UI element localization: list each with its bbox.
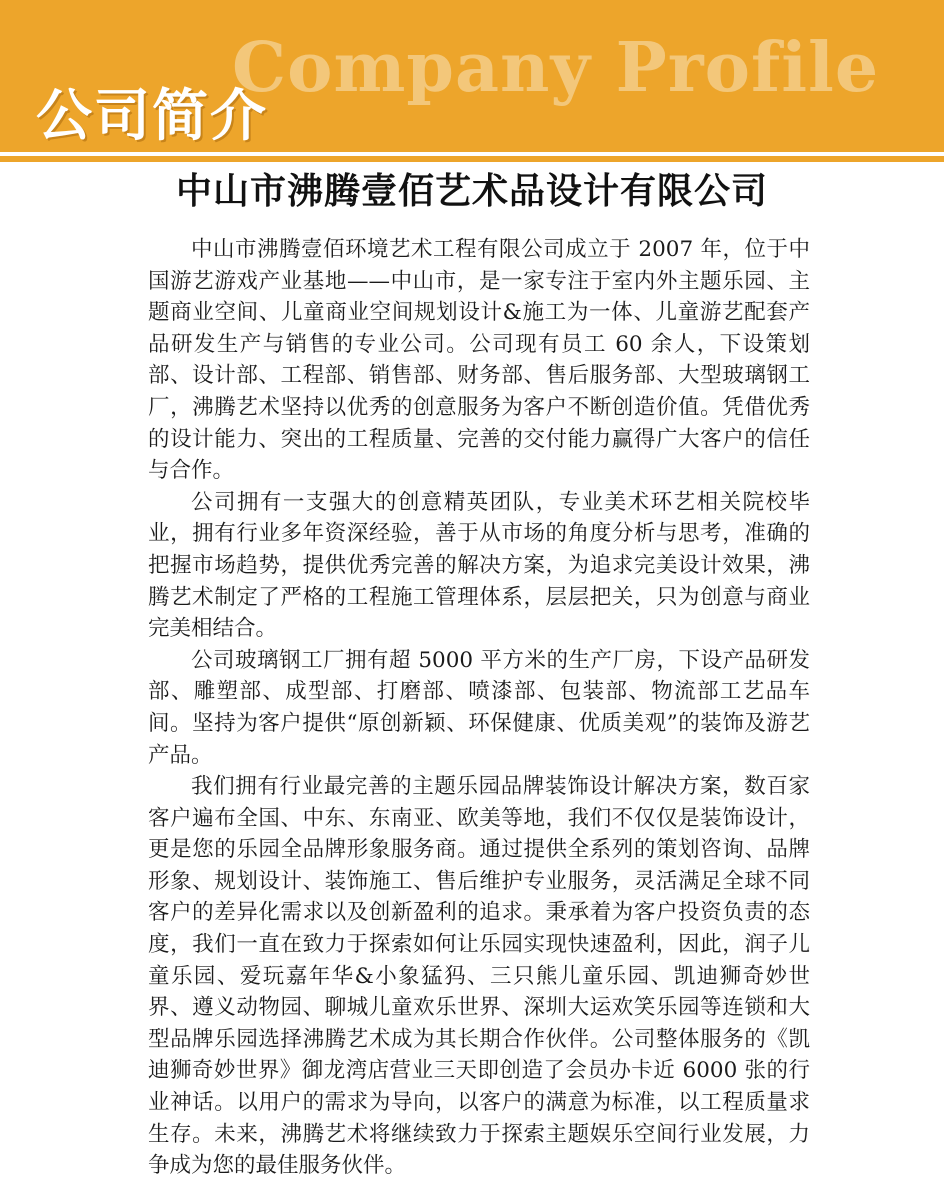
company-name-heading: 中山市沸腾壹佰艺术品设计有限公司 — [175, 171, 768, 212]
profile-body — [148, 234, 810, 1182]
paragraph-intro: 中山市沸腾壹佰环境艺术工程有限公司成立于 2007 年，位于中国游艺游戏产业基地——中山市，是一家专注于室内外主题乐园、主题商业空间、儿童商业空间规划设计&施工为一体、儿童游艺配套产品研发生产与销售的专业公司。公司现有员工 60 余人，下设策划部、设计部、工程部、销售部、财务部、售后服务部、大型玻璃钢工厂，沸腾艺术坚持以优秀的创意服务为客户不断创造价值。凭借优秀的设计能力、突出的工程质量、完善的交付能力赢得广大客户的信任与合作。 — [148, 237, 810, 484]
paragraph-team: 公司拥有一支强大的创意精英团队，专业美术环艺相关院校毕业，拥有行业多年资深经验，善于从市场的角度分析与思考，准确的把握市场趋势，提供优秀完善的解决方案，为追求完美设计效果，沸腾艺术制定了严格的工程施工管理体系，层层把关，只为创意与商业完美相结合。 — [148, 489, 810, 642]
banner-watermark-text: Company Profile — [232, 28, 880, 108]
page-title: 公司简介 — [36, 83, 268, 149]
header-divider-orange — [0, 156, 944, 162]
paragraph-factory: 公司玻璃钢工厂拥有超 5000 平方米的生产厂房，下设产品研发部、雕塑部、成型部、打磨部、喷漆部、包装部、物流部工艺品车间。坚持为客户提供“原创新颖、环保健康、优质美观”的装饰及游艺产品。 — [148, 647, 810, 768]
paragraph-clients: 我们拥有行业最完善的主题乐园品牌装饰设计解决方案，数百家客户遍布全国、中东、东南亚、欧美等地，我们不仅仅是装饰设计，更是您的乐园全品牌形象服务商。通过提供全系列的策划咨询、品牌形象、规划设计、装饰施工、售后维护专业服务，灵活满足全球不同客户的差异化需求以及创新盈利的追求。秉承着为客户投资负责的态度，我们一直在致力于探索如何让乐园实现快速盈利，因此，润子儿童乐园、爱玩嘉年华&小象猛犸、三只熊儿童乐园、凯迪狮奇妙世界、遵义动物园、聊城儿童欢乐世界、深圳大运欢笑乐园等连锁和大型品牌乐园选择沸腾艺术成为其长期合作伙伴。公司整体服务的《凯迪狮奇妙世界》御龙湾店营业三天即创造了会员办卡近 6000 张的行业神话。以用户的需求为导向，以客户的满意为标准，以工程质量求生存。未来，沸腾艺术将继续致力于探索主题娱乐空间行业发展，力争成为您的最佳服务伙伴。 — [148, 774, 810, 1179]
header-banner — [0, 0, 944, 152]
